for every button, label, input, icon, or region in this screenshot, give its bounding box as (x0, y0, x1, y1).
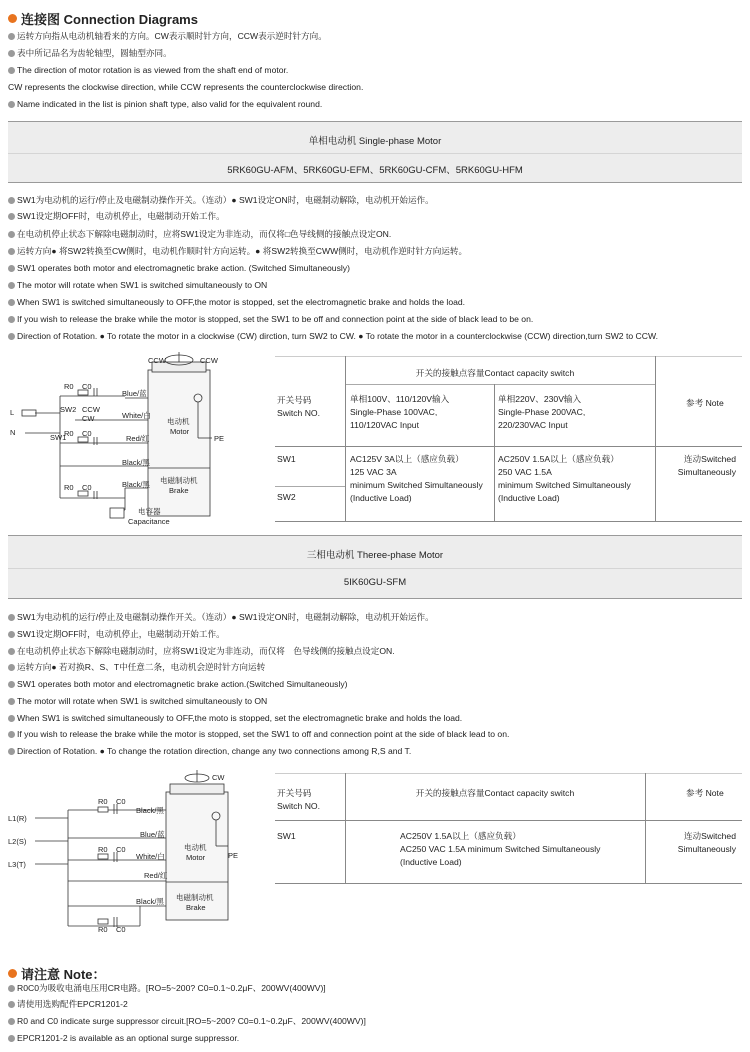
tp-col-note: 参考 Note (686, 788, 724, 798)
sp-col-a: 单相100V、110/120V输入 Single-Phase 100VAC, 110/120VAC Input (350, 394, 450, 430)
sp-l-label: L (10, 408, 15, 417)
sp-note-5: SW1 operates both motor and electromagnetic brake action. (Switched Simultaneously) (8, 262, 350, 274)
sp-row-sw1: SW1 (277, 454, 296, 464)
bullet-icon (8, 664, 15, 671)
tp-c0-c: C0 (116, 925, 126, 934)
bullet-icon (8, 614, 15, 621)
tp-note-8: If you wish to release the brake while the motor is stopped, set the SW1 to off and connection point at the side of black lead to on. (8, 728, 509, 740)
sp-lead-white: White/白 (122, 411, 151, 420)
bullet-icon (8, 748, 15, 755)
sp-lead-red: Red/红 (126, 434, 150, 443)
tp-r0-c: R0 (98, 925, 108, 934)
footer-line-1: R0C0为吸收电涌电压用CR电路。[RO=5~200? C0=0.1~0.2μF、200WV(400WV)] (8, 982, 326, 994)
tp-cw-label: CW (212, 773, 225, 782)
three-phase-wiring-diagram (0, 766, 270, 946)
bullet-icon (8, 282, 15, 289)
intro-line-5: Name indicated in the list is pinion shaft type, also valid for the equivalent round. (8, 98, 322, 110)
bullet-icon (8, 631, 15, 638)
bullet-icon (8, 299, 15, 306)
sp-cap-cn: 电容器 (138, 507, 161, 516)
bullet-icon (8, 50, 15, 57)
sp-ccw-label-2: CCW (200, 356, 218, 365)
bullet-icon (8, 333, 15, 340)
page-title-text: 连接图 Connection Diagrams (21, 12, 198, 27)
tp-lead-black-2: Black/黑 (136, 897, 164, 906)
sp-brake-en: Brake (169, 486, 189, 495)
single-phase-wiring-diagram (0, 348, 270, 534)
sp-ccw-label: CCW (148, 356, 166, 365)
bullet-icon (8, 1035, 15, 1042)
sp-note-4: 运转方向● 将SW2转换至CW侧时，电动机作顺时针方向运转。● 将SW2转换至CWW侧时，电动机作逆时针方向运转。 (8, 245, 467, 257)
intro-line-3: The direction of motor rotation is as viewed from the shaft end of motor. (8, 64, 288, 76)
tp-r0-b: R0 (98, 845, 108, 854)
tp-brake-en: Brake (186, 903, 206, 912)
tp-r0-a: R0 (98, 797, 108, 806)
bullet-icon (8, 715, 15, 722)
tp-val: AC250V 1.5A以上（感应负载） AC250 VAC 1.5A minimum Switched Simultaneously (Inductive Load) (400, 831, 601, 867)
bullet-icon (8, 67, 15, 74)
tp-note-5: SW1 operates both motor and electromagnetic brake action.(Switched Simultaneously) (8, 678, 348, 690)
bullet-icon (8, 316, 15, 323)
tp-lead-black-1: Black/黑 (136, 806, 164, 815)
footer-title (8, 964, 106, 983)
bullet-icon (8, 101, 15, 108)
page-title (8, 9, 198, 28)
tp-col-switch: 开关号码 Switch NO. (277, 788, 320, 811)
tp-motor-cn: 电动机 (184, 843, 207, 852)
sp-note-7: When SW1 is switched simultaneously to OFF,the motor is stopped, set the electromagnetic brake and holds the load. (8, 296, 465, 308)
sp-cap-en: Capacitance (128, 517, 170, 526)
sp-note-value: 连动Switched Simultaneously (677, 454, 736, 477)
sp-col-switch: 开关号码 Switch NO. (277, 395, 320, 418)
sp-note-8: If you wish to release the brake while the motor is stopped, set the SW1 to be off and connection point at the side of black lead to be on. (8, 313, 533, 325)
band-bottom-rule (8, 182, 742, 183)
tp-l1-label: L1(R) (8, 814, 27, 823)
sp-table-bottom-rule (275, 521, 742, 522)
tp-c0-b: C0 (116, 845, 126, 854)
sp-n-label: N (10, 428, 16, 437)
bullet-icon (8, 731, 15, 738)
sp-sw1-label: SW1 (50, 433, 67, 442)
tp-table-mid-rule (275, 820, 742, 821)
intro-line-1: 运转方向指从电动机轴看来的方向。CW表示顺时针方向，CCW表示逆时针方向。 (8, 30, 327, 42)
single-phase-models: 5RK60GU-AFM、5RK60GU-EFM、5RK60GU-CFM、5RK60GU-HFM (227, 165, 523, 176)
footer-line-4: EPCR1201-2 is available as an optional surge suppressor. (8, 1032, 239, 1044)
sp-table-vrule-3 (655, 356, 656, 522)
footer-line-2: 请使用选购配件EPCR1201-2 (8, 998, 128, 1010)
tp-table-bottom-rule (275, 883, 742, 884)
sp-col-b: 单相220V、230V输入 Single-Phase 200VAC, 220/230VAC Input (498, 394, 586, 430)
sp-lead-black-2: Black/黑 (122, 480, 150, 489)
bullet-icon (8, 648, 15, 655)
sp-table-subrule (345, 384, 655, 385)
tp-pe-label: PE (228, 851, 239, 860)
footer-bullet-icon (8, 969, 17, 978)
sp-note-6: The motor will rotate when SW1 is switched simultaneously to ON (8, 279, 267, 291)
sp-r0-a: R0 (64, 382, 74, 391)
tp-l2-label: L2(S) (8, 837, 27, 846)
sp-c0-b: C0 (82, 429, 92, 438)
tp-row-sw1: SW1 (277, 831, 296, 841)
sp-motor-cn: 电动机 (167, 417, 190, 426)
bullet-icon (8, 213, 15, 220)
sp-r0-b: R0 (64, 429, 74, 438)
tp-note-2: SW1设定期OFF时，电动机停止，电磁制动开始工作。 (8, 628, 225, 640)
sp-lead-black-1: Black/黑 (122, 458, 150, 467)
bullet-icon (8, 698, 15, 705)
sp-note-9: Direction of Rotation. ● To rotate the motor in a clockwise (CW) dirction, turn SW2 to CW. ● To rotate the motor in a counterclockwise (CCW) direction,turn SW2 to CCW. (8, 330, 658, 342)
bullet-icon (8, 197, 15, 204)
three-phase-header (8, 536, 742, 598)
sp-note-1: SW1为电动机的运行/停止及电磁制动操作开关。（连动）● SW1设定ON时，电磁制动解除，电动机开始运作。 (8, 194, 434, 206)
tp-lead-white: White/白 (136, 852, 165, 861)
tp-brake-cn: 电磁制动机 (176, 893, 214, 902)
three-phase-models: 5IK60GU-SFM (343, 577, 407, 588)
bullet-icon (8, 1001, 15, 1008)
single-phase-title: 单相电动机 Single-phase Motor (308, 136, 442, 147)
tp-note-9: Direction of Rotation. ● To change the rotation direction, change any two connections among R,S and T. (8, 745, 411, 757)
tp-note-value: 连动Switched Simultaneously (677, 831, 736, 854)
bullet-icon (8, 231, 15, 238)
band3-bottom-rule (8, 598, 742, 599)
sp-note-3: 在电动机停止状态下解除电磁制动时，应将SW1设定为非连动，而仅将□色导线侧的接触点设定ON. (8, 228, 391, 240)
intro-line-4: CW represents the clockwise direction, while CCW represents the counterclockwise direction. (8, 82, 364, 92)
footer-line-3: R0 and C0 indicate surge suppressor circuit.[RO=5~200? C0=0.1~0.2μF、200WV(400WV)] (8, 1015, 366, 1027)
footer-title-text: 请注意 Note： (21, 967, 106, 982)
sp-cw2-label: CW (82, 414, 95, 423)
sp-motor-en: Motor (170, 427, 190, 436)
sp-table-vrule-1 (345, 356, 346, 522)
tp-lead-red: Red/红 (144, 871, 168, 880)
sp-val-a: AC125V 3A以上（感应负载） 125 VAC 3A minimum Switched Simultaneously (Inductive Load) (350, 454, 483, 503)
sp-r0-c: R0 (64, 483, 74, 492)
sp-col-note: 参考 Note (686, 398, 724, 408)
intro-line-2: 表中所记品名为齿轮轴型，圆轴型亦同。 (8, 47, 172, 59)
single-phase-header (8, 122, 742, 182)
tp-note-7: When SW1 is switched simultaneously to OFF,the moto is stopped, set the electromagnetic brake and holds the load. (8, 712, 462, 724)
bullet-icon (8, 985, 15, 992)
tp-motor-en: Motor (186, 853, 206, 862)
tp-l3-label: L3(T) (8, 860, 26, 869)
sp-row-divider (275, 486, 345, 487)
sp-ccw2-label: CCW (82, 405, 100, 414)
sp-note-2: SW1设定期OFF时，电动机停止，电磁制动开始工作。 (8, 210, 225, 222)
tp-note-1: SW1为电动机的运行/停止及电磁制动操作开关。（连动）● SW1设定ON时，电磁制动解除，电动机开始运作。 (8, 611, 434, 623)
tp-note-4: 运转方向● 若对换R、S、T中任意二条，电动机会逆时针方向运转 (8, 661, 265, 673)
bullet-icon (8, 33, 15, 40)
sp-brake-cn: 电磁制动机 (160, 476, 198, 485)
sp-lead-blue: Blue/蓝 (122, 389, 147, 398)
bullet-icon (8, 681, 15, 688)
sp-pe-label: PE (214, 434, 225, 443)
title-bullet-icon (8, 14, 17, 23)
sp-sw2-label: SW2 (60, 405, 77, 414)
sp-table-mid-rule (275, 446, 742, 447)
tp-table-vrule-2 (645, 773, 646, 884)
sp-row-sw2: SW2 (277, 492, 296, 502)
tp-c0-a: C0 (116, 797, 126, 806)
three-phase-title: 三相电动机 Theree-phase Motor (306, 550, 444, 561)
sp-table-heading: 开关的接触点容量Contact capacity switch (415, 368, 575, 378)
sp-table-vrule-2 (494, 384, 495, 522)
tp-lead-blue: Blue/蓝 (140, 830, 165, 839)
tp-table-heading: 开关的接触点容量Contact capacity switch (415, 788, 575, 798)
sp-c0-a: C0 (82, 382, 92, 391)
tp-note-3: 在电动机停止状态下解除电磁制动时，应将SW1设定为非连动，而仅将 色导线侧的接触点设定ON. (8, 645, 395, 657)
bullet-icon (8, 1018, 15, 1025)
sp-c0-c: C0 (82, 483, 92, 492)
bullet-icon (8, 248, 15, 255)
tp-note-6: The motor will rotate when SW1 is switched simultaneously to ON (8, 695, 267, 707)
sp-val-b: AC250V 1.5A以上（感应负载） 250 VAC 1.5A minimum Switched Simultaneously (Inductive Load) (498, 454, 631, 503)
bullet-icon (8, 265, 15, 272)
